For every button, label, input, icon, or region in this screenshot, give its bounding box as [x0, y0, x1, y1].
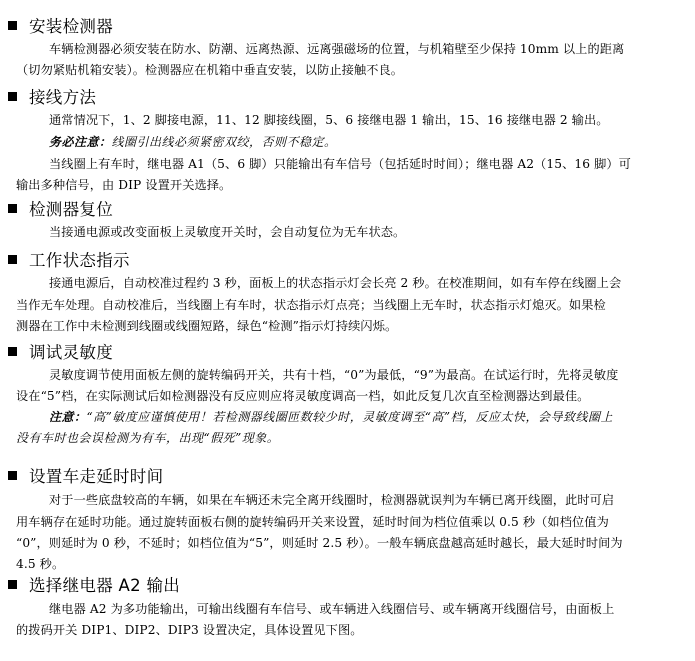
section-heading-sensitivity [8, 340, 113, 362]
section-heading-reset [8, 197, 113, 219]
warning-note [49, 134, 337, 151]
paragraph-line: 当接通电源或改变面板上灵敏度开关时，会自动复位为无车状态。 [49, 225, 406, 239]
paragraph-line: 对于一些底盘较高的车辆，如果在车辆还未完全离开线圈时，检测器就误判为车辆已离开线圈，此时可启 [49, 493, 615, 507]
square-bullet-icon [8, 347, 17, 356]
square-bullet-icon [8, 92, 17, 101]
note-label: 务必注意： [49, 135, 112, 149]
heading-text: 检测器复位 [29, 200, 113, 219]
square-bullet-icon [8, 580, 17, 589]
heading-text: 调试灵敏度 [29, 343, 113, 362]
paragraph-line: “0”，则延时为 0 秒，不延时；如档位值为“5”，则延时 2.5 秒）。一般车辆底盘越高延时越长，最大延时时间为 [16, 536, 623, 550]
square-bullet-icon [8, 21, 17, 30]
paragraph-line: 设在“5”档，在实际测试后如检测器没有反应则应将灵敏度调高一档，如此反复几次直至检测器达到最佳。 [16, 389, 590, 403]
paragraph-line: 测器在工作中未检测到线圈或线圈短路，绿色“检测”指示灯持续闪烁。 [16, 319, 398, 333]
section-heading-status [8, 248, 130, 270]
heading-text: 安装检测器 [29, 17, 113, 36]
paragraph-line: （切勿紧贴机箱安装）。检测器应在机箱中垂直安装，以防止接触不良。 [16, 63, 404, 77]
paragraph-line: 4.5 秒。 [16, 557, 65, 571]
paragraph-line: 通常情况下，1、2 脚接电源，11、12 脚接线圈，5、6 接继电器 1 输出，15、16 接继电器 2 输出。 [49, 113, 609, 127]
paragraph-line: 接通电源后，自动校准过程约 3 秒，面板上的状态指示灯会长亮 2 秒。在校准期间，如有车停在线圈上会 [49, 276, 622, 290]
section-heading-relay-a2 [8, 573, 180, 595]
section-heading-wiring [8, 85, 96, 107]
heading-text: 接线方法 [29, 88, 97, 107]
paragraph-line: 的拨码开关 DIP1、DIP2、DIP3 设置决定，具体设置见下图。 [16, 623, 363, 637]
square-bullet-icon [8, 204, 17, 213]
warning-note-continued: 没有车时也会误检测为有车，出现“假死”现象。 [16, 431, 280, 445]
heading-text: 工作状态指示 [29, 251, 130, 270]
warning-note [49, 409, 613, 426]
note-text: “高”敏度应谨慎使用！若检测器线圈匝数较少时，灵敏度调至“高”档，反应太快，会导致线圈上 [86, 410, 614, 424]
paragraph-line: 当作无车处理。自动校准后，当线圈上有车时，状态指示灯点亮；当线圈上无车时，状态指示灯熄灭。如果检 [16, 298, 606, 312]
square-bullet-icon [8, 471, 17, 480]
paragraph-line: 当线圈上有车时，继电器 A1（5、6 脚）只能输出有车信号（包括延时时间）；继电器 A2（15、16 脚）可 [49, 157, 631, 171]
note-label: 注意： [49, 410, 87, 424]
paragraph-line: 输出多种信号，由 DIP 设置开关选择。 [16, 178, 232, 192]
section-heading-install [8, 14, 113, 36]
square-bullet-icon [8, 255, 17, 264]
paragraph-line: 灵敏度调节使用面板左侧的旋转编码开关，共有十档，“0”为最低，“9”为最高。在试运行时，先将灵敏度 [49, 368, 619, 382]
heading-text: 选择继电器 A2 输出 [29, 576, 181, 595]
section-heading-delay [8, 464, 163, 486]
paragraph-line: 继电器 A2 为多功能输出，可输出线圈有车信号、或车辆进入线圈信号、或车辆离开线圈信号，由面板上 [49, 602, 615, 616]
paragraph-line: 用车辆存在延时功能。通过旋转面板右侧的旋转编码开关来设置，延时时间为档位值乘以 0.5 秒（如档位值为 [16, 515, 609, 529]
note-text: 线圈引出线必须紧密双绞，否则不稳定。 [111, 135, 337, 149]
heading-text: 设置车走延时时间 [29, 467, 164, 486]
paragraph-line: 车辆检测器必须安装在防水、防潮、远离热源、远离强磁场的位置，与机箱壁至少保持 10mm 以上的距离 [49, 42, 625, 56]
